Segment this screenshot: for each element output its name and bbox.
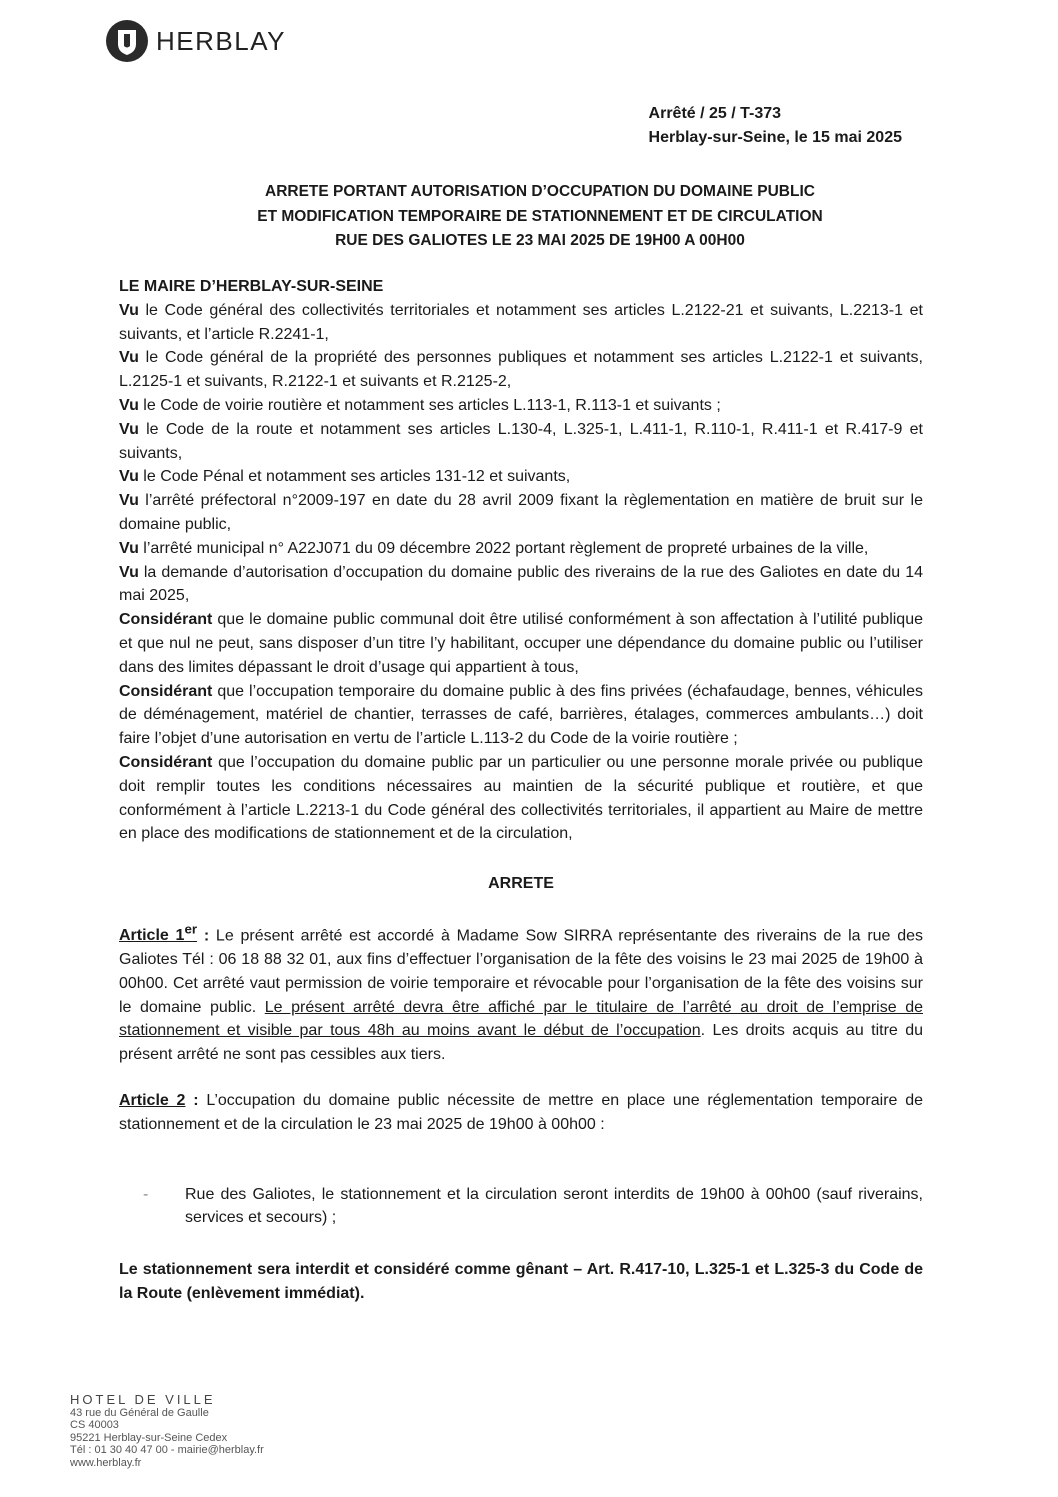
mayor-heading: LE MAIRE D’HERBLAY-SUR-SEINE <box>119 278 384 295</box>
vu-item: Vu le Code général des collectivités territoriales et notamment ses articles L.2122-21 et suivants, L.2213-1 et suivants, et l’article R.2241-1, <box>119 301 923 343</box>
vu-item: Vu le Code de la route et notamment ses articles L.130-4, L.325-1, L.411-1, R.110-1, R.411-1 et R.417-9 et suivants, <box>119 420 923 462</box>
considerant-label: Considérant <box>119 753 213 771</box>
vu-item: Vu le Code Pénal et notamment ses articles 131-12 et suivants, <box>119 468 571 486</box>
article-1-label: Article 1er <box>119 921 198 945</box>
article-1-underlined-notice: Le présent arrêté devra être affiché par le titulaire de l’arrêté au droit de l’emprise de stationnement et visible par tous 48h au moins avant le début de l’occupation <box>119 998 923 1040</box>
document-body <box>119 275 923 1306</box>
considerant-item: Considérant que le domaine public communal doit être utilisé conformément à son affectation à l’utilité publique et que nul ne peut, sans disposer d’un titre l’y habilitant, occuper une dépendance du domaine public ou l’utiliser dans des limites dépassant le droit d’usage qui appartient à tous, <box>119 611 923 676</box>
logo-text: HERBLAY <box>156 25 286 56</box>
title-line-2: ET MODIFICATION TEMPORAIRE DE STATIONNEMENT ET DE CIRCULATION <box>257 207 823 225</box>
footer-heading: HOTEL DE VILLE <box>70 1392 216 1407</box>
city-logo <box>104 18 286 64</box>
article-1: Article 1er : Le présent arrêté est accordé à Madame Sow SIRRA représentante des riverains de la rue des Galiotes Tél : 06 18 88 32 01, aux fins d’effectuer l’organisation de la fête des voisins le 23 mai 2025 de 19h00 à 00h00. Cet arrêté vaut permission de voirie temporaire et révocable pour l’organisation de la fête des voisins sur le domaine public. Le présent arrêté devra être affiché par le titulaire de l’arrêté au droit de l’emprise de stationnement et visible par tous 48h au moins avant le début de l’occupation. Les droits acquis au titre du présent arrêté ne sont pas cessibles aux tiers. <box>119 921 924 1064</box>
ref-number: Arrêté / 25 / T-373 <box>648 105 782 122</box>
title-line-1: ARRETE PORTANT AUTORISATION D’OCCUPATION DU DOMAINE PUBLIC <box>265 183 815 200</box>
reference-block <box>649 102 902 150</box>
place-date: Herblay-sur-Seine, le 15 mai 2025 <box>648 129 902 146</box>
vu-label: Vu <box>119 563 139 581</box>
vu-label: Vu <box>119 396 139 414</box>
article-2-bullet: - Rue des Galiotes, le stationnement et la circulation seront interdits de 19h00 à 00h00 (sauf riverains, services et secours) ; <box>143 1183 923 1231</box>
city-crest-icon <box>104 18 150 64</box>
article-2: Article 2 : L’occupation du domaine public nécessite de mettre en place une réglementation temporaire de stationnement et de la circulation le 23 mai 2025 de 19h00 à 00h00 : <box>119 1092 923 1133</box>
bullet-dash: - <box>143 1185 149 1203</box>
considerant-label: Considérant <box>119 682 213 700</box>
vu-label: Vu <box>119 349 139 367</box>
considerant-item: Considérant que l’occupation temporaire du domaine public à des fins privées (échafaudage, bennes, véhicules de déménagement, matériel de chantier, terrasses de café, barrières, étalages, commerces ambulants…) doit faire l’objet d’une autorisation en vertu de l’article L.113-2 du Code de la voirie routière ; <box>119 682 923 748</box>
article-2-label: Article 2 <box>119 1092 186 1110</box>
footer-address: HOTEL DE VILLE 43 rue du Général de Gaulle CS 40003 95221 Herblay-sur-Seine Cedex Tél : 01 30 40 47 00 - mairie@herblay.fr www.herblay.fr <box>70 1392 264 1469</box>
considerant-item: Considérant que l’occupation du domaine public par un particulier ou une personne morale privée ou publique doit remplir toutes les conditions nécessaires au maintien de la sécurité publique et routière, et que conformément à l’article L.2213-1 du Code général des collectivités territoriales, il appartient au Maire de mettre en place des modifications de stationnement et de la circulation, <box>119 753 923 843</box>
vu-item: Vu l’arrêté municipal n° A22J071 du 09 décembre 2022 portant règlement de propreté urbaines de la ville, <box>119 539 869 557</box>
vu-label: Vu <box>119 492 139 510</box>
vu-label: Vu <box>119 468 139 486</box>
vu-item: Vu le Code de voirie routière et notamment ses articles L.113-1, R.113-1 et suivants ; <box>119 396 721 414</box>
document-title <box>120 180 960 254</box>
title-line-3: RUE DES GALIOTES LE 23 MAI 2025 DE 19H00 A 00H00 <box>335 232 745 249</box>
vu-label: Vu <box>119 539 139 557</box>
parking-notice: Le stationnement sera interdit et considéré comme gênant – Art. R.417-10, L.325-1 et L.325-3 du Code de la Route (enlèvement immédiat). <box>119 1261 923 1303</box>
vu-label: Vu <box>119 420 139 438</box>
vu-item: Vu la demande d’autorisation d’occupation du domaine public des riverains de la rue des Galiotes en date du 14 mai 2025, <box>119 563 923 605</box>
arrete-heading: ARRETE <box>488 875 554 893</box>
footer-website: www.herblay.fr <box>70 1456 142 1469</box>
vu-item: Vu l’arrêté préfectoral n°2009-197 en date du 28 avril 2009 fixant la règlementation en matière de bruit sur le domaine public, <box>119 492 923 533</box>
vu-label: Vu <box>119 301 139 319</box>
considerant-label: Considérant <box>119 611 213 629</box>
vu-item: Vu le Code général de la propriété des personnes publiques et notamment ses articles L.2122-1 et suivants, L.2125-1 et suivants, R.2122-1 et suivants et R.2125-2, <box>119 349 923 391</box>
